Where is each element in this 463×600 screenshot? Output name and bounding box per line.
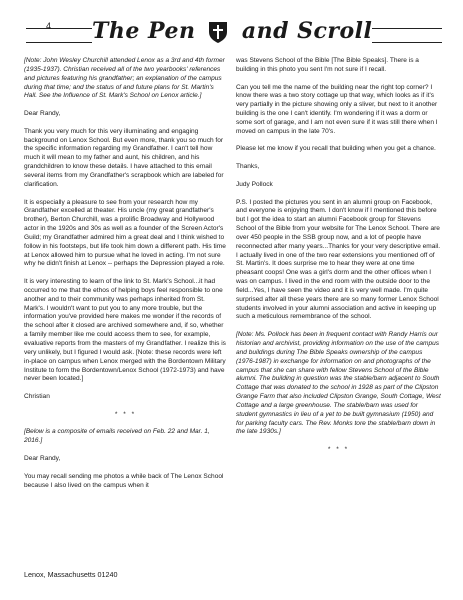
paragraph: [Below is a composite of emails received on Feb. 22 and Mar. 1, 2016.] (24, 428, 210, 445)
masthead-rule-left-top (26, 28, 92, 29)
paragraph: [Note: Ms. Pollock has been in frequent contact with Randy Harris our historian and archivist, providing information on the use of the campus and buildings during The Bible Speaks ownership of the campus (1976-1987) in exchange for information on and photographs of the campus that she can share with fellow Stevens School of the Bible alumni. The building in question was the stable/barn adjacent to South Cottage that was donated to the school in 1928 as part of the Clipston Grange Farm that also included Clipston Grange, South Cottage, West Cottage and a large greenhouse. The stable/barn was used for student gymnastics in lieu of a yet to be built gymnasium (1950) and for parking faculty cars. The Rev. Monks tore the stable/barn down in the late 1930s.] (236, 331, 441, 436)
paragraph: It is especially a pleasure to see from your research how my Grandfather excelled at theater. His uncle (my great grandfather's brother), Berton Churchill, was a prolific Broadway and Hollywood actor in the 1920s and 30s as well as a founder of the Screen Actor's Guild; my Grandfather admired him a great deal and I think wished to follow in his footsteps, but life took him down a different path. His time at Lenox allowed him to pursue what he loved in acting. I'm not sure why he didn't finish at Lenox -- perhaps the Depression played a role. (24, 198, 226, 268)
right-column (236, 57, 441, 464)
paragraph: Please let me know if you recall that building when you get a chance. (236, 145, 436, 153)
paragraph: was Stevens School of the Bible [The Bible Speaks]. There is a building in this photo you sent I'm not sure if I recall. (236, 57, 419, 73)
paragraph: You may recall sending me photos a while back of The Lenox School because I also lived on the campus when it (24, 472, 224, 489)
paragraph: Dear Randy, (24, 454, 61, 462)
paragraph: * * * (327, 446, 350, 454)
crest-icon (207, 20, 229, 44)
footer-address: Lenox, Massachusetts 01240 (24, 570, 118, 579)
paragraph: P.S. I posted the pictures you sent in an alumni group on Facebook, and everyone is enjoying them. I don't know if I mentioned this before but I got the idea to start an alumni Facebook group for Stevens School of the Bible from your website for The Lenox School. There are over 450 people in the SSB group now, and a lot of people have reconnected after many years...Thanks for your very descriptive email. I actually lived in one of the two rear extensions you mentioned off of St. Martin's. It does surprise me to hear they were at one time pheasant coops! One was a girl's dorm and the other offices when I was on campus. I lived in the end room with the outside door to the field...Yes, I have seen the video and it is very well made. I'm quite surprised after all these years there are so many former Lenox School students involved in your alumni association and active in keeping up such a meticulous remembrance of the school. (236, 198, 441, 321)
publication-title (92, 18, 412, 44)
paragraph: Thank you very much for this very illuminating and engaging background on Lenox School. But even more, thank you so much for the specific information regarding my Grandfather. I can't tell how much it will mean to my father and aunt, his children, and his grandchildren to know these details. I have attached to this email several items from my Grandfather's scrapbook which are labeled for clarification. (24, 127, 224, 188)
paragraph: Christian (24, 393, 50, 401)
paragraph: Judy Pollock (236, 180, 273, 188)
paragraph: It is very interesting to learn of the link to St. Mark's School...it had occurred to me that the ethos of helping boys feel responsible to one another and to their community was perhaps inherited from St. Mark's. I wouldn't want to put you to any more trouble, but the information you've provided here makes me wonder if the records of the school after it closed are archived somewhere and, if so, whether a family member like me could access them to see, for example, evaluative reports from the masters of my Grandfather. I realize this is very unlikely, but I figured I would ask. [Note: these records were left in-place on campus when Lenox merged with the Bordentown Military Institute to form the Bordentown/Lenox School (1972-1973) and have never been located.] (24, 278, 226, 383)
title-part-2: and Scroll (241, 18, 373, 44)
left-column (24, 57, 227, 499)
paragraph: Dear Randy, (24, 110, 61, 118)
paragraph: Thanks, (236, 163, 260, 171)
paragraph: * * * (114, 410, 137, 418)
paragraph: Can you tell me the name of the building near the right top corner? I know there was a two story cottage up that way, which looks as if it's very partially in the picture showing only a sliver, but next to it another building is the one I can't identify. I'm wondering if it was a dorm or some sort of garage, and I am not even sure if it was still there when I moved on campus in the late 70's. (236, 83, 438, 135)
title-part-1: The Pen (92, 18, 196, 44)
page-number: 4 (46, 21, 52, 31)
masthead-rule-left-bottom (26, 42, 92, 43)
paragraph: [Note: John Wesley Churchill attended Lenox as a 3rd and 4th former (1935-1937). Christian received all of the two yearbooks' references and pictures featuring his grandfather; an explanation of the campus during that time; and the status of and future plans for St. Martin's Hall. See the Influence of St. Mark's School on Lenox article.] (24, 57, 225, 100)
